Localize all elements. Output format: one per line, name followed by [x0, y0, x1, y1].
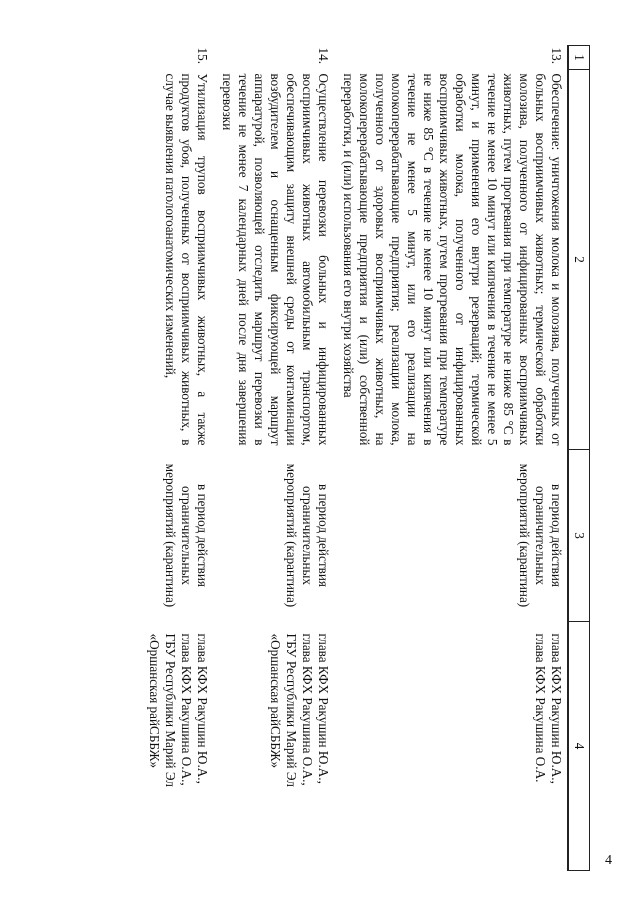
table-row — [334, 46, 568, 871]
responsible-cell — [334, 622, 568, 871]
measure-text: Осуществление перевозки больных и инфицированных восприимчивых животных автомобильным транспортом, обеспечивающим защиту внешней среды от контаминации возбудителем и оснащенным фиксирующей маршрут аппаратурой, позволяющей отследить маршрут перевозки в течение не менее 7 календарных дней после дня завершения перевозки — [220, 73, 331, 446]
measures-table — [140, 45, 590, 871]
period-text: в период действия ограничительных мероприятий (карантина) — [517, 463, 564, 608]
responsible-line: глава КФХ Ракушина О.А., — [179, 633, 194, 786]
period-text: в период действия ограничительных мероприятий (карантина) — [284, 463, 331, 608]
measure-text: Обеспечение: уничтожения молока и молозива, полученных от больных восприимчивых животных; термической обработки молозива, полученного от инфицированных восприимчивых животных, путем прогревания при температуре не ниже 85 °С в течение не менее 10 минут или кипячения в течение не менее 5 минут, и применения его внутри резерваций; термической обработки молока, полученного от инфицированных восприимчивых животных, путем прогревания при температуре не ниже 85 °С в течение не менее 10 минут или кипячения в течение не менее 5 минут, или его реализации на молокоперерабатывающие предприятия; реализации молока, полученного от здоровых восприимчивых животных, на молокоперерабатывающие предприятия и (или) собственной переработки, и (или) использования его внутри хозяйства — [341, 73, 564, 446]
responsible-line: глава КФХ Ракушин Ю.А., — [195, 633, 210, 784]
header-col-4: 4 — [568, 622, 590, 871]
responsible-cell — [213, 622, 334, 871]
header-col-1: 1 — [568, 46, 590, 70]
header-row — [568, 46, 590, 871]
responsible-line: ГБУ Республики Марий Эл — [284, 633, 299, 788]
row-number: 13. — [549, 47, 564, 64]
header-col-2: 2 — [568, 70, 590, 450]
responsible-line: глава КФХ Ракушин Ю.А., — [316, 633, 331, 784]
table-row — [140, 46, 213, 871]
page-number: 4 — [605, 853, 612, 868]
measure-text: Утилизация трупов восприимчивых животных, а также продуктов убоя, полученных от восприимчивых животных, в случае выявления патологоанатомических изменений, — [163, 73, 210, 446]
responsible-line: глава КФХ Ракушина О.А., — [300, 633, 315, 786]
table-row — [213, 46, 334, 871]
period-text: в период действия ограничительных мероприятий (карантина) — [163, 463, 210, 608]
responsible-line: «Оршанская райСББЖ» — [268, 633, 283, 769]
header-col-3: 3 — [568, 450, 590, 622]
responsible-line: «Оршанская райСББЖ» — [147, 633, 162, 769]
row-number: 15. — [195, 47, 210, 64]
responsible-line: ГБУ Республики Марий Эл — [163, 633, 178, 788]
responsible-line: глава КФХ Ракушина О.А. — [533, 633, 548, 783]
row-number: 14. — [316, 47, 331, 64]
responsible-cell — [140, 622, 213, 871]
rotated-page — [0, 45, 590, 870]
responsible-line: глава КФХ Ракушин Ю.А., — [549, 633, 564, 784]
